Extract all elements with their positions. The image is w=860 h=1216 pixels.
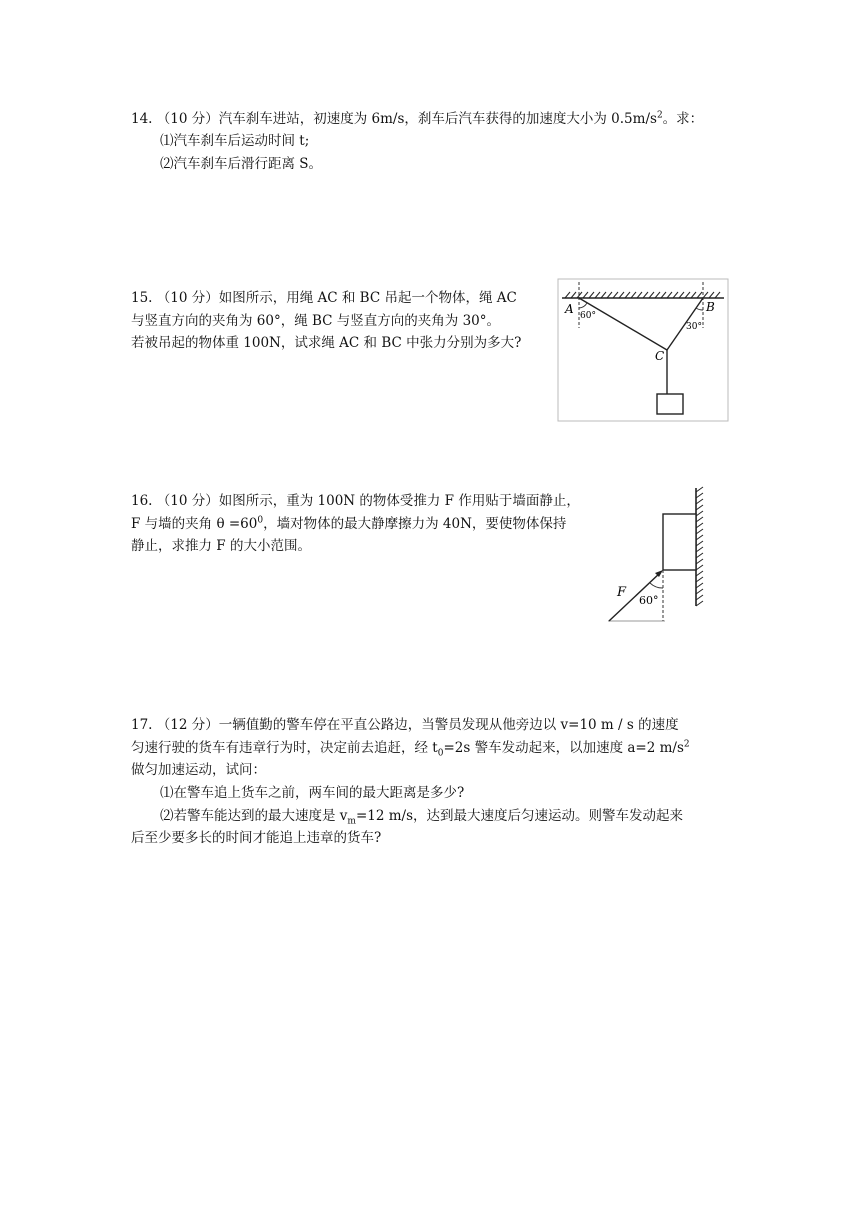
q15-line-3: 若被吊起的物体重 100N，试求绳 AC 和 BC 中张力分别为多大? xyxy=(131,335,522,351)
q14-sub-2: ⑵汽车刹车后滑行距离 S。 xyxy=(160,156,323,172)
label-f: F xyxy=(617,585,627,600)
q17-line-3: 做匀加速运动，试问： xyxy=(131,762,266,778)
angle-arc-f xyxy=(650,583,663,588)
q16-line-1: 16. （10 分）如图所示，重为 100N 的物体受推力 F 作用贴于墙面静止， xyxy=(131,493,580,509)
q15-line-1: 15. （10 分）如图所示，用绳 AC 和 BC 吊起一个物体，绳 AC xyxy=(131,290,517,306)
q16-line-2: F 与墙的夹角 $\theta =60^0$，墙对物体的最大静摩擦力为 40N，要使物体保持 xyxy=(131,515,567,532)
q15-line-2: 与竖直方向的夹角为 60°，绳 BC 与竖直方向的夹角为 30°。 xyxy=(131,313,501,329)
ceiling-hatch xyxy=(565,292,720,298)
hanging-block xyxy=(657,394,683,414)
q17-line-1: 17. （12 分）一辆值勤的警车停在平直公路边，当警员发现从他旁边以 v=10 m / s 的速度 xyxy=(131,717,679,733)
q15-figure xyxy=(557,278,730,423)
q14-line-1: 14. （10 分）汽车刹车进站，初速度为 6m/s，刹车后汽车获得的加速度大小为 $0.5m/s^2$。求： xyxy=(131,110,704,127)
rope-ac xyxy=(579,298,667,350)
q17-sub-1: ⑴在警车追上货车之前，两车间的最大距离是多少? xyxy=(160,785,465,801)
q16-line-3: 静止，求推力 F 的大小范围。 xyxy=(131,538,311,554)
wall-hatch xyxy=(696,487,703,606)
angle-label-f: 60° xyxy=(639,594,659,607)
label-b: B xyxy=(706,300,715,314)
label-c: C xyxy=(655,349,665,363)
angle-arc-a xyxy=(579,303,587,308)
label-a: A xyxy=(565,302,574,316)
angle-label-a: 60° xyxy=(580,311,596,321)
q14-sub-1: ⑴汽车刹车后运动时间 t; xyxy=(160,133,310,149)
q17-line-6: 后至少要多长的时间才能追上违章的货车? xyxy=(131,830,382,846)
q16-figure xyxy=(605,484,715,626)
q17-sub-2: ⑵若警车能达到的最大速度是 $v_m=12$ m/s，达到最大速度后匀速运动。则警车发动起来 xyxy=(160,808,684,827)
angle-arc-b xyxy=(696,308,703,310)
pushed-block xyxy=(663,514,696,570)
q17-line-2: 匀速行驶的货车有违章行为时，决定前去追赶，经 $t_0=2s$ 警车发动起来，以加速度 a=2 $m/s^2$ xyxy=(131,739,690,759)
angle-label-b: 30° xyxy=(686,322,702,332)
